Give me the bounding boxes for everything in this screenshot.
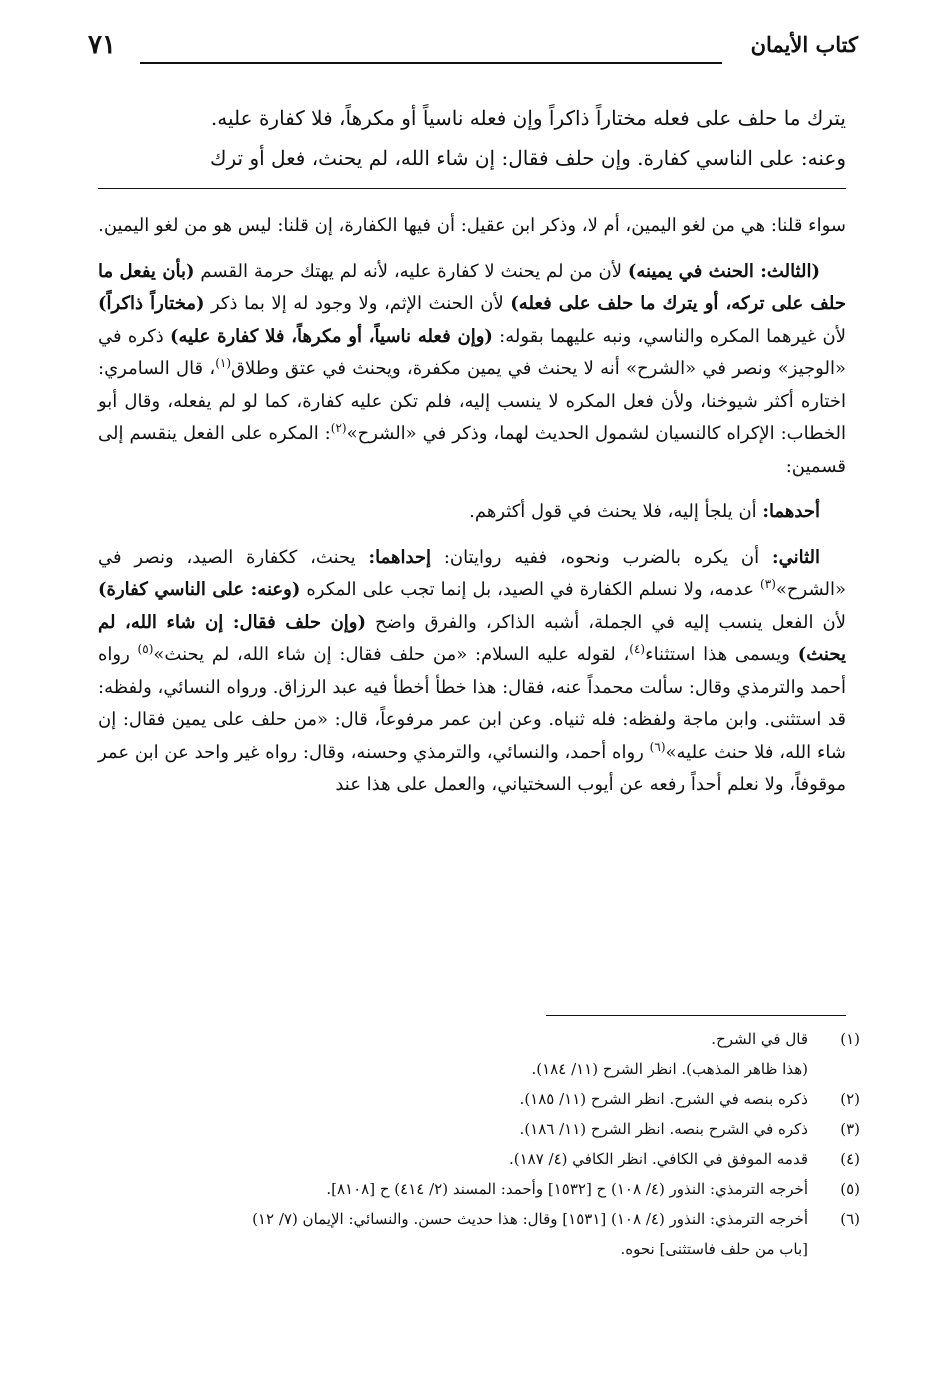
quoted-matn: (بأن يفعل ما حلف على تركه، أو يترك ما حلف على فعله) [98, 260, 846, 314]
footnote-number: (٥) [840, 1180, 860, 1198]
footnote-ref: (٢) [330, 421, 347, 435]
commentary-text: لأن من لم يحنث لا كفارة عليه، لأنه لم يهتك حرمة القسم [194, 260, 628, 282]
footnote [98, 1084, 860, 1114]
footnote-line: [باب من حلف فاستثنى] نحوه. [620, 1240, 808, 1258]
main-text-line-1: يترك ما حلف على فعله مختاراً ذاكراً وإن فعله ناسياً أو مكرهاً، فلا كفارة عليه. [210, 106, 846, 130]
footnote-line: (هذا ظاهر المذهب). انظر الشرح (١١/ ١٨٤). [531, 1060, 808, 1078]
quoted-matn: (مختاراً ذاكراً) [98, 293, 205, 314]
footnote-ref: (٤) [629, 642, 646, 656]
commentary-text: رواه أحمد، والنسائي، والترمذي وحسنه، وقال: رواه غير واحد عن ابن عمر موقوفاً، ولا نعلم أحداً رفعه عن أيوب السختياني، والعمل على هذا عند [98, 741, 846, 795]
footnote-line: قدمه الموفق في الكافي. انظر الكافي (٤/ ١٨٧). [508, 1150, 808, 1168]
main-separator [98, 188, 846, 189]
section-label: الثاني: [771, 546, 820, 568]
commentary-text: لأن الحنث الإثم، ولا وجود له إلا بما ذكر [204, 293, 511, 314]
header-rule [140, 62, 722, 64]
commentary-text: ويسمى هذا استثناء [645, 644, 798, 665]
main-text-line-2: وعنه: على الناسي كفارة. وإن حلف فقال: إن شاء الله، لم يحنث، فعل أو ترك [210, 146, 846, 170]
quoted-matn: (وإن حلف فقال: إن شاء الله، لم يحنث) [98, 611, 846, 665]
commentary-text: ، قال السامري: اختاره أكثر شيوخنا، ولأن فعل المكره لا ينسب إليه، فلم تكن عليه كفارة، كما لو لم يفعله، وقال أبو الخطاب: الإكراه كالنسيان لشمول الحديث لهما، وذكر في «الشرح» [98, 358, 846, 444]
commentary-text: عدمه، ولا نسلم الكفارة في الصيد، بل إنما تجب على المكره [300, 579, 761, 600]
commentary-text: لأن غيرهما المكره والناسي، ونبه عليهما بقوله: [492, 325, 846, 347]
footnote-ref: (٣) [760, 577, 776, 591]
quoted-matn: (وإن فعله ناسياً، أو مكرهاً، فلا كفارة عليه) [170, 325, 493, 347]
commentary-text: أن يكره بالضرب ونحوه، ففيه روايتان: [431, 546, 772, 568]
footnote [98, 1204, 860, 1264]
commentary-text: لأن الفعل ينسب إليه في الجملة، أشبه الذاكر، والفرق واضح [366, 611, 846, 633]
commentary-text: رواه أحمد والترمذي وقال: سألت محمداً عنه، فقال: هذا خطأ أخطأ فيه عبد الرزاق. ورواه النسائي، ولفظه: قد استثنى. وابن ماجة ولفظه: فله ثنياه. وعن ابن عمر مرفوعاً، قال: «من حلف على يمين فقال: إن شاء الله، فلا حنث عليه» [98, 644, 846, 763]
main-text [98, 98, 846, 178]
quoted-matn: (الثالث: الحنث في يمينه) [627, 260, 820, 282]
footnote [98, 1174, 860, 1204]
section-label: أحدهما: [762, 501, 820, 522]
chapter-title: كتاب الأيمان [750, 32, 858, 57]
footnote-line: ذكره في الشرح بنصه. انظر الشرح (١١/ ١٨٦). [519, 1120, 808, 1138]
commentary-paragraph-3 [98, 496, 846, 529]
footnote-ref: (١) [215, 356, 232, 370]
footnote-line: أخرجه الترمذي: النذور (٤/ ١٠٨) ح [١٥٣٢] وأحمد: المسند (٢/ ٤١٤) ح [٨١٠٨]. [326, 1180, 808, 1198]
commentary-paragraph-2 [98, 256, 846, 484]
commentary-paragraph-1: سواء قلنا: هي من لغو اليمين، أم لا، وذكر ابن عقيل: أن فيها الكفارة، إن قلنا: ليس هو من لغو اليمين. [98, 215, 846, 236]
section-label: إحداهما: [368, 546, 432, 568]
footnote-line: ذكره بنصه في الشرح. انظر الشرح (١١/ ١٨٥). [519, 1090, 808, 1108]
footnote-ref: (٥) [137, 642, 154, 656]
page-number: ٧١ [88, 30, 116, 60]
commentary-text: يحنث، ككفارة الصيد، ونصر في «الشرح» [98, 546, 846, 600]
footnote-line: قال في الشرح. [711, 1030, 808, 1048]
footnote-number: (٢) [840, 1090, 860, 1108]
commentary-text: ذكره في «الوجيز» ونصر في «الشرح» أنه لا يحنث في يمين مكفرة، ويحنث في عتق وطلاق [98, 325, 846, 379]
commentary-text: أن يلجأ إليه، فلا يحنث في قول أكثرهم. [469, 501, 763, 522]
quoted-matn: (وعنه: على الناسي كفارة) [98, 579, 301, 600]
footnote [98, 1114, 860, 1144]
footnote-line: أخرجه الترمذي: النذور (٤/ ١٠٨) [١٥٣١] وقال: هذا حديث حسن. والنسائي: الإيمان (٧/ ١٢) [252, 1210, 808, 1228]
footnote [98, 1144, 860, 1174]
page-header [88, 26, 858, 66]
commentary-text: ، لقوله عليه السلام: «من حلف فقال: إن شاء الله، لم يحنث» [153, 644, 630, 665]
footnote [98, 1024, 860, 1084]
commentary [98, 210, 846, 815]
commentary-paragraph-4 [98, 542, 846, 802]
footnote-number: (٤) [840, 1150, 860, 1168]
footnotes [98, 1024, 860, 1264]
commentary-text: : المكره على الفعل ينقسم إلى قسمين: [98, 423, 846, 477]
footnote-number: (٦) [840, 1210, 860, 1228]
footnote-ref: (٦) [649, 739, 666, 754]
footnote-separator [546, 1015, 846, 1016]
footnote-number: (١) [840, 1030, 860, 1048]
footnote-number: (٣) [840, 1120, 860, 1138]
